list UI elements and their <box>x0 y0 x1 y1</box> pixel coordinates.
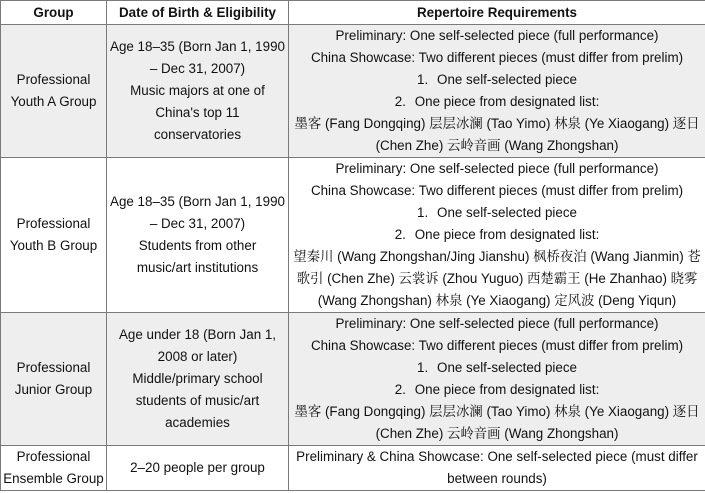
list-item: 1. One self-selected piece <box>417 205 577 220</box>
list-item: 1. One self-selected piece <box>417 360 577 375</box>
dob-line: Age 18–35 (Born Jan 1, 1990 <box>110 39 285 54</box>
dob-cell <box>107 446 289 491</box>
dob-cell <box>107 313 289 446</box>
group-line: Junior Group <box>14 382 93 397</box>
repertoire-cell <box>289 25 705 158</box>
designated-pieces: 墨客 (Fang Dongqing) 层层冰澜 (Tao Yimo) 林泉 (Ye Xiaogang) 逐日 (Chen Zhe) 云岭音画 (Wang Zhongshan) <box>294 404 700 441</box>
header-row <box>1 1 705 25</box>
table-row <box>1 446 705 491</box>
list-item: 2. One piece from designated list: <box>394 94 600 109</box>
group-line: Professional <box>16 449 91 464</box>
repertoire-cell <box>289 158 705 313</box>
list-item: 1. One self-selected piece <box>417 72 577 87</box>
dob-line: Middle/primary school <box>132 371 263 386</box>
designated-pieces: 墨客 (Fang Dongqing) 层层冰澜 (Tao Yimo) 林泉 (Ye Xiaogang) 逐日 (Chen Zhe) 云岭音画 (Wang Zhongshan) <box>294 116 700 153</box>
dob-cell <box>107 158 289 313</box>
group-line: Ensemble Group <box>3 471 104 486</box>
list-item: 2. One piece from designated list: <box>394 227 600 242</box>
dob-line: Students from other <box>138 238 257 253</box>
dob-line: – Dec 31, 2007) <box>149 61 246 76</box>
dob-line: music/art institutions <box>136 260 259 275</box>
dob-line: Music majors at one of <box>130 83 265 98</box>
list-item: 2. One piece from designated list: <box>394 382 600 397</box>
group-cell <box>1 158 107 313</box>
header-repertoire: Repertoire Requirements <box>289 1 705 25</box>
dob-line: academies <box>165 415 230 430</box>
repertoire-cell <box>289 313 705 446</box>
header-dob: Date of Birth & Eligibility <box>107 1 289 25</box>
group-cell <box>1 313 107 446</box>
table-row <box>1 25 705 158</box>
prelim-text: Preliminary: One self-selected piece (full performance) <box>335 28 659 43</box>
group-line: Professional <box>16 72 91 87</box>
designated-pieces: 望秦川 (Wang Zhongshan/Jing Jianshu) 枫桥夜泊 (Wang Jianmin) 苍歌引 (Chen Zhe) 云裳诉 (Zhou Yuguo) 西楚霸王 (He Zhanhao) 晓雾 (Wang Zhongshan) 林泉 (Ye Xiaogang) 定风波 (Deng Yiqun) <box>293 249 701 308</box>
group-line: Professional <box>16 216 91 231</box>
dob-line: Age 18–35 (Born Jan 1, 1990 <box>110 194 285 209</box>
showcase-text: China Showcase: Two different pieces (must differ from prelim) <box>310 183 684 198</box>
group-cell <box>1 446 107 491</box>
dob-line: – Dec 31, 2007) <box>149 216 246 231</box>
repertoire-cell <box>289 446 705 491</box>
table-row <box>1 313 705 446</box>
dob-cell <box>107 25 289 158</box>
table-row <box>1 158 705 313</box>
dob-line: 2–20 people per group <box>130 460 265 475</box>
showcase-text: China Showcase: Two different pieces (must differ from prelim) <box>310 50 684 65</box>
group-line: Professional <box>16 360 91 375</box>
group-line: Youth A Group <box>10 94 97 109</box>
dob-line: 2008 or later) <box>157 349 238 364</box>
dob-line: conservatories <box>153 127 242 142</box>
showcase-text: China Showcase: Two different pieces (must differ from prelim) <box>310 338 684 353</box>
dob-line: China's top 11 <box>155 105 240 120</box>
header-group: Group <box>1 1 107 25</box>
prelim-text: Preliminary: One self-selected piece (full performance) <box>335 316 659 331</box>
ensemble-repertoire-text: Preliminary & China Showcase: One self-selected piece (must differ between rounds) <box>296 449 698 486</box>
dob-line: Age under 18 (Born Jan 1, <box>118 327 277 342</box>
group-cell <box>1 25 107 158</box>
dob-line: students of music/art <box>135 393 260 408</box>
group-line: Youth B Group <box>9 238 98 253</box>
prelim-text: Preliminary: One self-selected piece (full performance) <box>335 161 659 176</box>
